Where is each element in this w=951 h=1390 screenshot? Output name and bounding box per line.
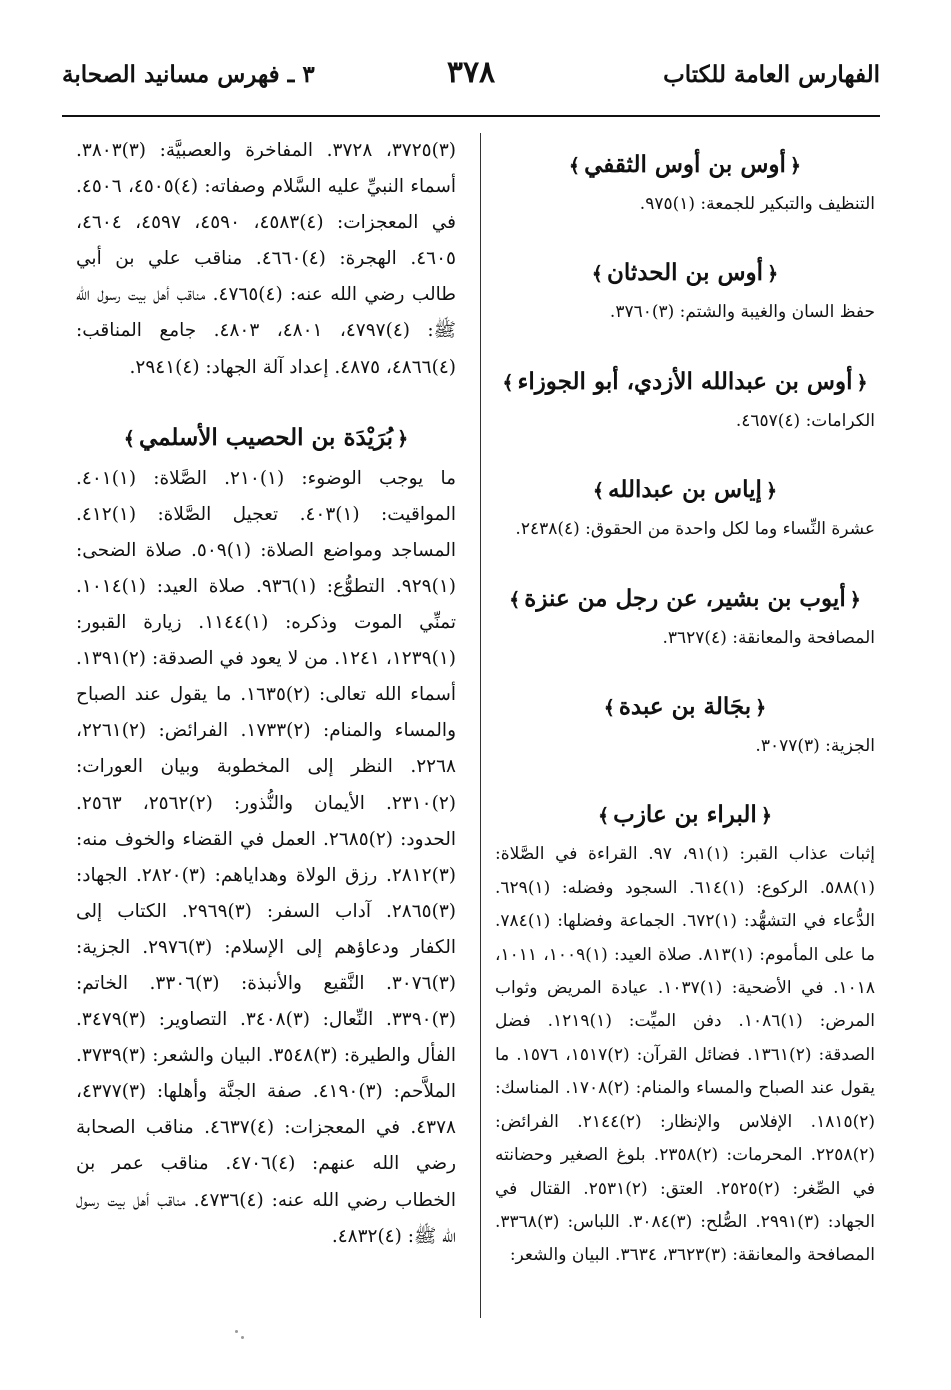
companion-name: بجَالة بن عبدة xyxy=(618,693,752,721)
open-ornament: ﴿ xyxy=(789,155,802,177)
entry-gap xyxy=(495,438,875,458)
companion-name: البراء بن عازب xyxy=(613,801,757,829)
entry-gap xyxy=(76,386,456,406)
companion-name: أوس بن عبدالله الأزدي، أبو الجوزاء xyxy=(517,367,853,395)
scan-speck xyxy=(235,1330,238,1333)
book-index-title: الفهارس العامة للكتاب xyxy=(663,61,880,88)
left-column xyxy=(76,133,456,1255)
hadith-topics-text: إثبات عذاب القبر: (١)٩١، ٩٧. القراءة في الصَّلاة: (١)٥٨٨. الركوع: (١)٦١٤. السجود وفضله: (١)٦٢٩. الدُّعاء في التشهُّد: (١)٦٧٢. الجماعة وفضلها: (١)٧٨٤. ما على المأموم: (١)٨١٣. صلاة العيد: (١)١٠٠٩، ١٠١١، ١٠١٨. في الأضحية: (١)١٠٣٧. عيادة المريض وثواب المرض: (١)١٠٨٦. دفن الميِّت: (١)١٢١٩. فضل الصدقة: (٢)١٣٦١. فضائل القرآن: (٢)١٥١٧، ١٥٧٦. ما يقول عند الصباح والمساء والمنام: (٢)١٧٠٨. المناسك: (٢)١٨١٥. الإفلاس والإنظار: (٢)٢١٤٤. الفرائض: (٢)٢٢٥٨. المحرمات: (٢)٢٣٥٨. بلوغ الصغير وحضانته في الصِّغر: (٢)٢٥٢٥. العتق: (٢)٢٥٣١. القتال في الجهاد: (٣)٢٩٩١. الصُّلح: (٣)٣٠٨٤. اللباس: (٣)٣٣٦٨. المصافحة والمعانقة: (٣)٣٦٢٣، ٣٦٣٤. البيان والشعر: xyxy=(495,844,876,1266)
companion-name-heading xyxy=(495,143,875,188)
index-entry xyxy=(76,386,456,1255)
index-entry xyxy=(495,330,875,438)
companion-name: أيوب بن بشير، عن رجل من عنزة xyxy=(524,584,846,612)
index-entry xyxy=(76,133,456,386)
index-entry xyxy=(495,221,875,329)
companion-name: بُرَيْدَة بن الحصيب الأسلمي xyxy=(138,423,394,451)
index-entry xyxy=(495,655,875,763)
close-ornament: ﴾ xyxy=(123,427,135,450)
hadith-topics-text: ما يوجب الوضوء: (١)٢١٠. الصَّلاة: (١)٤٠١. المواقيت: (١)٤٠٣. تعجيل الصَّلاة: (١)٤١٢. المساجد ومواضع الصلاة: (١)٥٠٩. صلاة الضحى: (١)٩٢٩. التطوُّع: (١)٩٣٦. صلاة العيد: (١)١٠١٤. تمنِّي الموت وذكره: (١)١١٤٤. زيارة القبور: (١)١٢٣٩، ١٢٤١. من لا يعود في الصدقة: (٢)١٣٩١. أسماء الله تعالى: (٢)١٦٣٥. ما يقول عند الصباح والمساء والمنام: (٢)١٧٣٣. الفرائض: (٢)٢٢٦١، ٢٢٦٨. النظر إلى المخطوبة وبيان العورات: (٢)٢٣١٠. الأيمان والنُّذور: (٢)٢٥٦٢، ٢٥٦٣. الحدود: (٢)٢٦٨٥. العمل في القضاء والخوف منه: (٣)٢٨١٢. رزق الولاة وهداياهم: (٣)٢٨٢٠. الجهاد: (٣)٢٨٦٥. آداب السفر: (٣)٢٩٦٩. الكتاب إلى الكفار ودعاؤهم إلى الإسلام: (٣)٢٩٧٦. الجزية: (٣)٣٠٧٦. النَّقيع والأنبذة: (٣)٣٣٠٦. الخاتم: (٣)٣٣٩٠. النِّعال: (٣)٣٤٠٨. التصاوير: (٣)٣٤٧٩. الفأل والطيرة: (٣)٣٥٤٨. البيان والشعر: (٣)٣٧٣٩. الملاَّحم: (٣)٤١٩٠. صفة الجنَّة وأهلها: (٣)٤٣٧٧، ٤٣٧٨. في المعجزات: (٤)٤٦٣٧. مناقب الصحابة رضي الله عنهم: (٤)٤٧٠٦. مناقب عمر بن الخطاب رضي الله عنه: (٤)٤٧٣٦. مناقب أهل بيت رسول الله ﷺ: (٤)٤٨٣٢. xyxy=(76,467,457,1247)
index-entry xyxy=(495,763,875,1272)
open-ornament: ﴿ xyxy=(856,371,868,394)
hadith-topics-text: (٣)٣٧٢٥، ٣٧٢٨. المفاخرة والعصبيَّة: (٣)٣٨٠٣. أسماء النبيِّ عليه السَّلام وصفاته: (٤)٤٥٠٥، ٤٥٠٦. في المعجزات: (٤)٤٥٨٣، ٤٥٩٠، ٤٥٩٧، ٤٦٠٤، ٤٦٠٥. الهجرة: (٤)٤٦٦٠. مناقب علي بن أبي طالب رضي الله عنه: (٤)٤٧٦٥. مناقب أهل بيت رسول الله ﷺ: (٤)٤٧٩٧، ٤٨٠١، ٤٨٠٣. جامع المناقب: (٤)٤٨٦٦، ٤٨٧٥. إعداد آلة الجهاد: (٤)٢٩٤١. xyxy=(76,140,457,378)
index-entry xyxy=(495,547,875,655)
close-ornament: ﴾ xyxy=(568,155,581,177)
companion-name-heading xyxy=(495,251,875,296)
entry-gap xyxy=(495,547,875,567)
close-ornament: ﴾ xyxy=(603,697,615,720)
companion-name-heading xyxy=(495,360,875,405)
entry-gap xyxy=(495,330,875,350)
close-ornament: ﴾ xyxy=(502,371,514,394)
open-ornament: ﴿ xyxy=(849,588,861,611)
entry-gap xyxy=(495,763,875,783)
companion-name: أوس بن أوس الثقفي xyxy=(584,151,786,178)
hadith-topics-text: حفظ السان والغيبة والشتم: (٣)٣٧٦٠. xyxy=(609,302,875,323)
column-divider xyxy=(480,133,481,1318)
companion-name: إياس بن عبدالله xyxy=(608,476,762,504)
close-ornament: ﴾ xyxy=(598,805,610,828)
companion-name-heading xyxy=(495,793,875,838)
entry-gap xyxy=(495,655,875,675)
scan-speck xyxy=(241,1336,244,1339)
index-entry xyxy=(495,143,875,221)
hadith-topics-text: التنظيف والتبكير للجمعة: (١)٩٧٥. xyxy=(639,194,875,214)
companion-name: أوس بن الحدثان xyxy=(606,259,764,287)
hadith-topics-text: الكرامات: (٤)٤٦٥٧. xyxy=(735,410,875,431)
hadith-topics-text: المصافحة والمعانقة: (٤)٣٦٢٧. xyxy=(662,627,875,648)
open-ornament: ﴿ xyxy=(755,697,767,720)
section-title: ٣ ـ فهرس مسانيد الصحابة xyxy=(62,61,315,88)
companion-name-heading xyxy=(76,416,456,461)
hadith-topics-text: الجزية: (٣)٣٠٧٧. xyxy=(755,736,875,757)
right-column xyxy=(495,133,875,1273)
close-ornament: ﴾ xyxy=(509,588,521,611)
index-entry xyxy=(495,438,875,546)
close-ornament: ﴾ xyxy=(591,263,603,286)
entry-gap xyxy=(495,221,875,241)
companion-name-heading xyxy=(495,685,875,730)
hadith-topics-text: عشرة النِّساء وما لكل واحدة من الحقوق: (٤)٢٤٣٨. xyxy=(515,519,875,540)
header-rule xyxy=(62,115,880,117)
companion-name-heading xyxy=(495,577,875,622)
running-header xyxy=(62,50,880,98)
companion-name-heading xyxy=(495,468,875,513)
open-ornament: ﴿ xyxy=(765,480,778,503)
open-ornament: ﴿ xyxy=(397,427,409,450)
page-number: ٣٧٨ xyxy=(446,55,496,90)
open-ornament: ﴿ xyxy=(760,805,772,828)
open-ornament: ﴿ xyxy=(767,263,779,286)
close-ornament: ﴾ xyxy=(592,480,605,503)
